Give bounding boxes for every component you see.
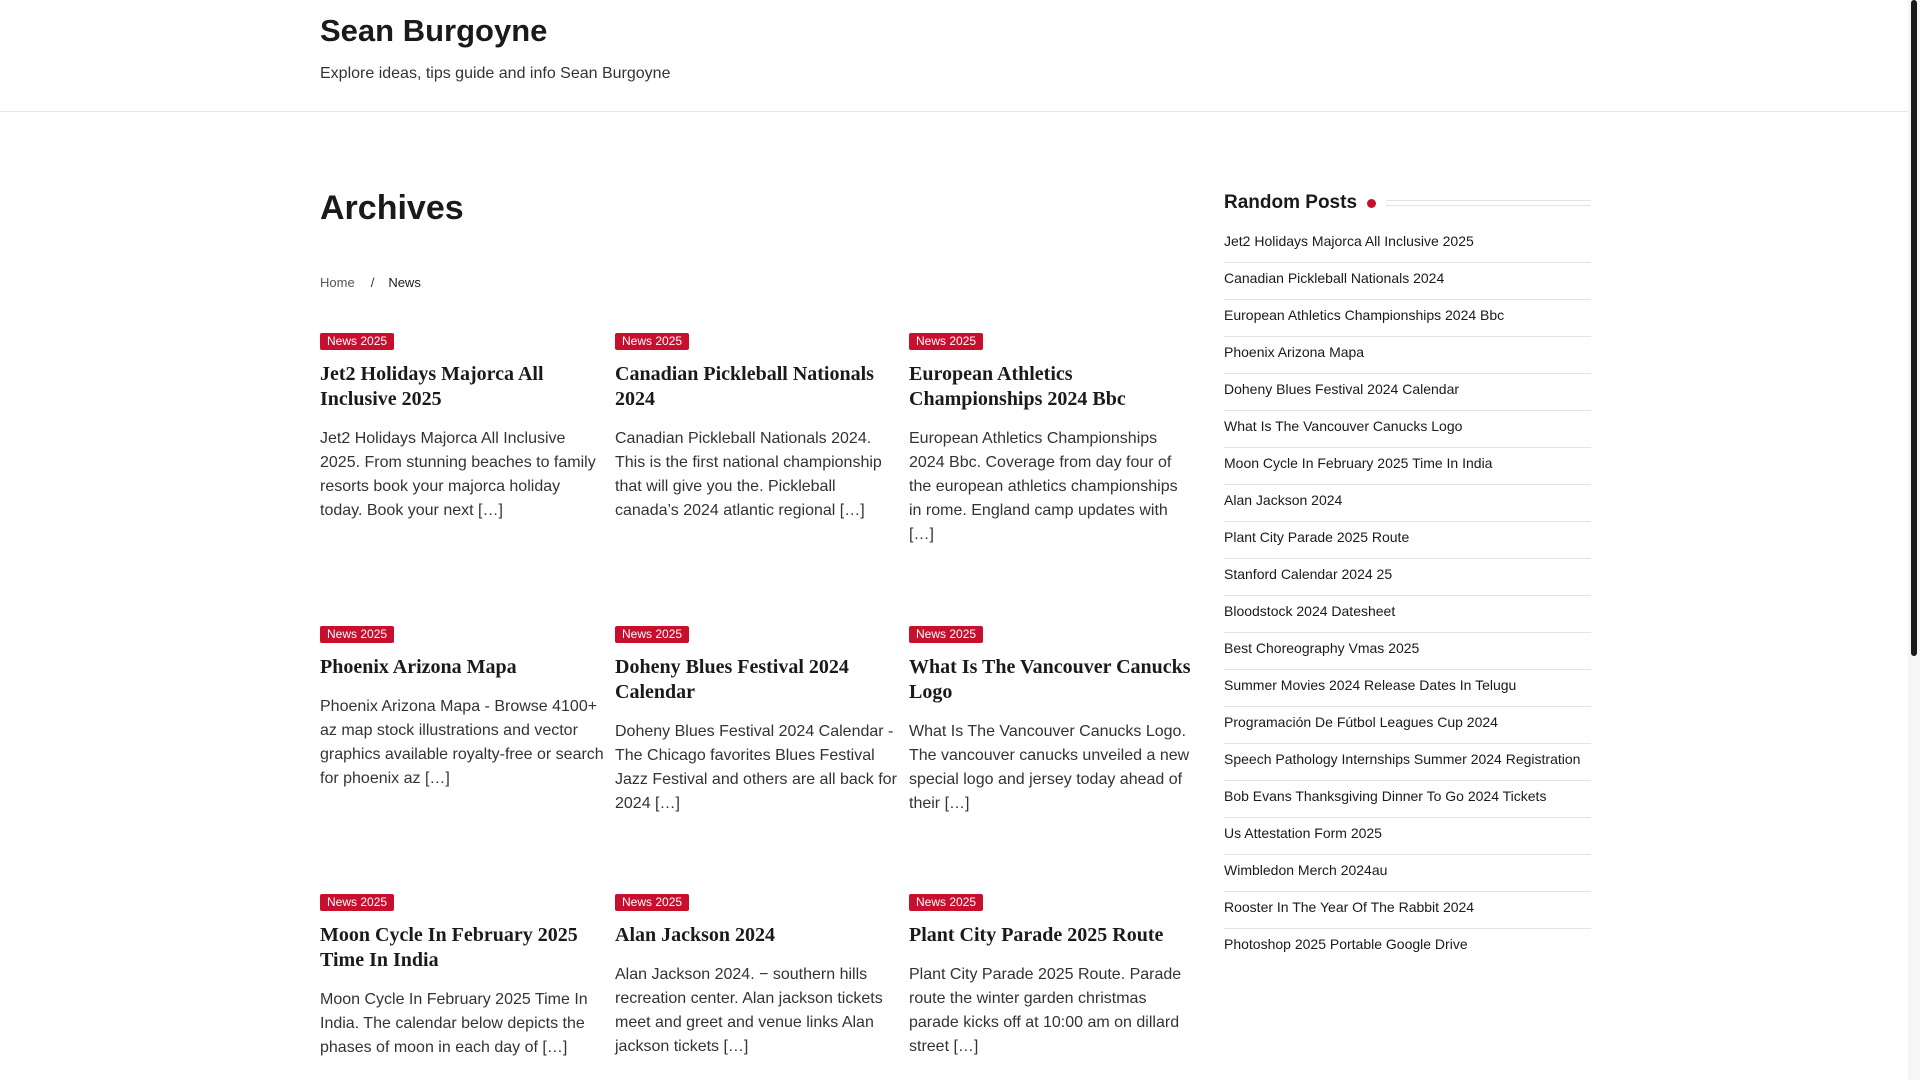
list-item[interactable]: Summer Movies 2024 Release Dates In Telugu bbox=[1224, 670, 1591, 707]
random-posts-heading bbox=[1224, 190, 1591, 216]
list-item[interactable]: Stanford Calendar 2024 25 bbox=[1224, 559, 1591, 596]
post-title[interactable]: Alan Jackson 2024 bbox=[615, 924, 776, 946]
list-item[interactable]: Us Attestation Form 2025 bbox=[1224, 818, 1591, 855]
list-item[interactable]: Photoshop 2025 Portable Google Drive bbox=[1224, 936, 1468, 952]
list-item[interactable]: Plant City Parade 2025 Route bbox=[1224, 522, 1591, 559]
random-posts-list bbox=[1224, 226, 1591, 965]
category-badge[interactable]: News 2025 bbox=[909, 894, 983, 911]
list-item[interactable]: Phoenix Arizona Mapa bbox=[1224, 337, 1591, 374]
post-card bbox=[615, 893, 900, 1059]
site-title[interactable]: Sean Burgoyne bbox=[320, 13, 548, 48]
list-item[interactable]: Bloodstock 2024 Datesheet bbox=[1224, 596, 1591, 633]
post-title[interactable]: Plant City Parade 2025 Route bbox=[909, 924, 1164, 946]
list-item[interactable]: Doheny Blues Festival 2024 Calendar bbox=[1224, 374, 1591, 411]
list-item[interactable]: Best Choreography Vmas 2025 bbox=[1224, 633, 1591, 670]
list-item[interactable]: What Is The Vancouver Canucks Logo bbox=[1224, 411, 1591, 448]
scrollbar-thumb[interactable] bbox=[1911, 0, 1917, 656]
sidebar bbox=[1224, 190, 1591, 965]
page-scrollbar[interactable] bbox=[1908, 0, 1920, 1080]
post-title[interactable]: What Is The Vancouver Canucks Logo bbox=[909, 656, 1191, 703]
post-title[interactable]: Moon Cycle In February 2025 Time In India bbox=[320, 924, 578, 971]
post-title[interactable]: European Athletics Championships 2024 Bbc bbox=[909, 363, 1126, 410]
breadcrumb-home-link[interactable]: Home bbox=[320, 275, 355, 290]
post-title[interactable]: Jet2 Holidays Majorca All Inclusive 2025 bbox=[320, 363, 544, 410]
post-card bbox=[909, 893, 1194, 1059]
list-item[interactable]: Canadian Pickleball Nationals 2024 bbox=[1224, 263, 1591, 300]
list-item[interactable]: Jet2 Holidays Majorca All Inclusive 2025 bbox=[1224, 226, 1591, 263]
list-item[interactable]: European Athletics Championships 2024 Bbc bbox=[1224, 300, 1591, 337]
category-badge[interactable]: News 2025 bbox=[909, 333, 983, 350]
list-item[interactable]: Moon Cycle In February 2025 Time In India bbox=[1224, 448, 1591, 485]
post-excerpt: What Is The Vancouver Canucks Logo. The vancouver canucks unveiled a new special logo and jersey today ahead of their […] bbox=[909, 723, 1190, 812]
post-card bbox=[615, 332, 900, 523]
site-description: Explore ideas, tips guide and info Sean Burgoyne bbox=[320, 65, 671, 82]
list-item[interactable]: Bob Evans Thanksgiving Dinner To Go 2024 Tickets bbox=[1224, 781, 1591, 818]
post-excerpt: European Athletics Championships 2024 Bbc. Coverage from day four of the european athletics championships in rome. England camp updates with […] bbox=[909, 430, 1178, 543]
list-item[interactable]: Alan Jackson 2024 bbox=[1224, 485, 1591, 522]
heading-rule bbox=[1386, 200, 1591, 206]
category-badge[interactable]: News 2025 bbox=[320, 894, 394, 911]
breadcrumb-separator: / bbox=[370, 275, 375, 290]
post-excerpt: Canadian Pickleball Nationals 2024. This is the first national championship that will give you the. Pickleball canada’s 2024 atlantic regional […] bbox=[615, 430, 882, 519]
post-excerpt: Jet2 Holidays Majorca All Inclusive 2025. From stunning beaches to family resorts book your majorca holiday today. Book your next […] bbox=[320, 430, 596, 519]
list-item[interactable]: Programación De Fútbol Leagues Cup 2024 bbox=[1224, 707, 1591, 744]
site-header bbox=[0, 0, 1908, 112]
post-card bbox=[909, 625, 1194, 816]
category-badge[interactable]: News 2025 bbox=[615, 894, 689, 911]
post-card bbox=[320, 332, 605, 523]
post-excerpt: Alan Jackson 2024. − southern hills recreation center. Alan jackson tickets meet and greet and venue links Alan jackson tickets […] bbox=[615, 966, 883, 1055]
page-title: Archives bbox=[320, 189, 464, 227]
post-card bbox=[615, 625, 900, 816]
post-excerpt: Moon Cycle In February 2025 Time In India. The calendar below depicts the phases of moon in each day of […] bbox=[320, 991, 588, 1056]
post-title[interactable]: Phoenix Arizona Mapa bbox=[320, 656, 517, 678]
post-card bbox=[909, 332, 1194, 547]
list-item[interactable]: Speech Pathology Internships Summer 2024 Registration bbox=[1224, 744, 1591, 781]
post-excerpt: Doheny Blues Festival 2024 Calendar - The Chicago favorites Blues Festival Jazz Festival and others are all back for 2024 […] bbox=[615, 723, 897, 812]
dot-icon bbox=[1367, 199, 1376, 208]
category-badge[interactable]: News 2025 bbox=[615, 333, 689, 350]
post-excerpt: Phoenix Arizona Mapa - Browse 4100+ az map stock illustrations and vector graphics available royalty-free or search for phoenix az […] bbox=[320, 698, 604, 787]
category-badge[interactable]: News 2025 bbox=[615, 626, 689, 643]
category-badge[interactable]: News 2025 bbox=[320, 626, 394, 643]
widget-title-text: Random Posts bbox=[1224, 192, 1358, 213]
post-card bbox=[320, 893, 605, 1060]
post-title[interactable]: Doheny Blues Festival 2024 Calendar bbox=[615, 656, 849, 703]
breadcrumb bbox=[320, 275, 421, 290]
post-title[interactable]: Canadian Pickleball Nationals 2024 bbox=[615, 363, 874, 410]
category-badge[interactable]: News 2025 bbox=[320, 333, 394, 350]
list-item[interactable]: Wimbledon Merch 2024au bbox=[1224, 855, 1591, 892]
post-card bbox=[320, 625, 605, 791]
site-branding bbox=[320, 12, 670, 84]
category-badge[interactable]: News 2025 bbox=[909, 626, 983, 643]
post-excerpt: Plant City Parade 2025 Route. Parade route the winter garden christmas parade kicks off at 10:00 am on dillard street […] bbox=[909, 966, 1182, 1055]
list-item[interactable]: Rooster In The Year Of The Rabbit 2024 bbox=[1224, 892, 1591, 929]
breadcrumb-current: News bbox=[388, 275, 421, 290]
